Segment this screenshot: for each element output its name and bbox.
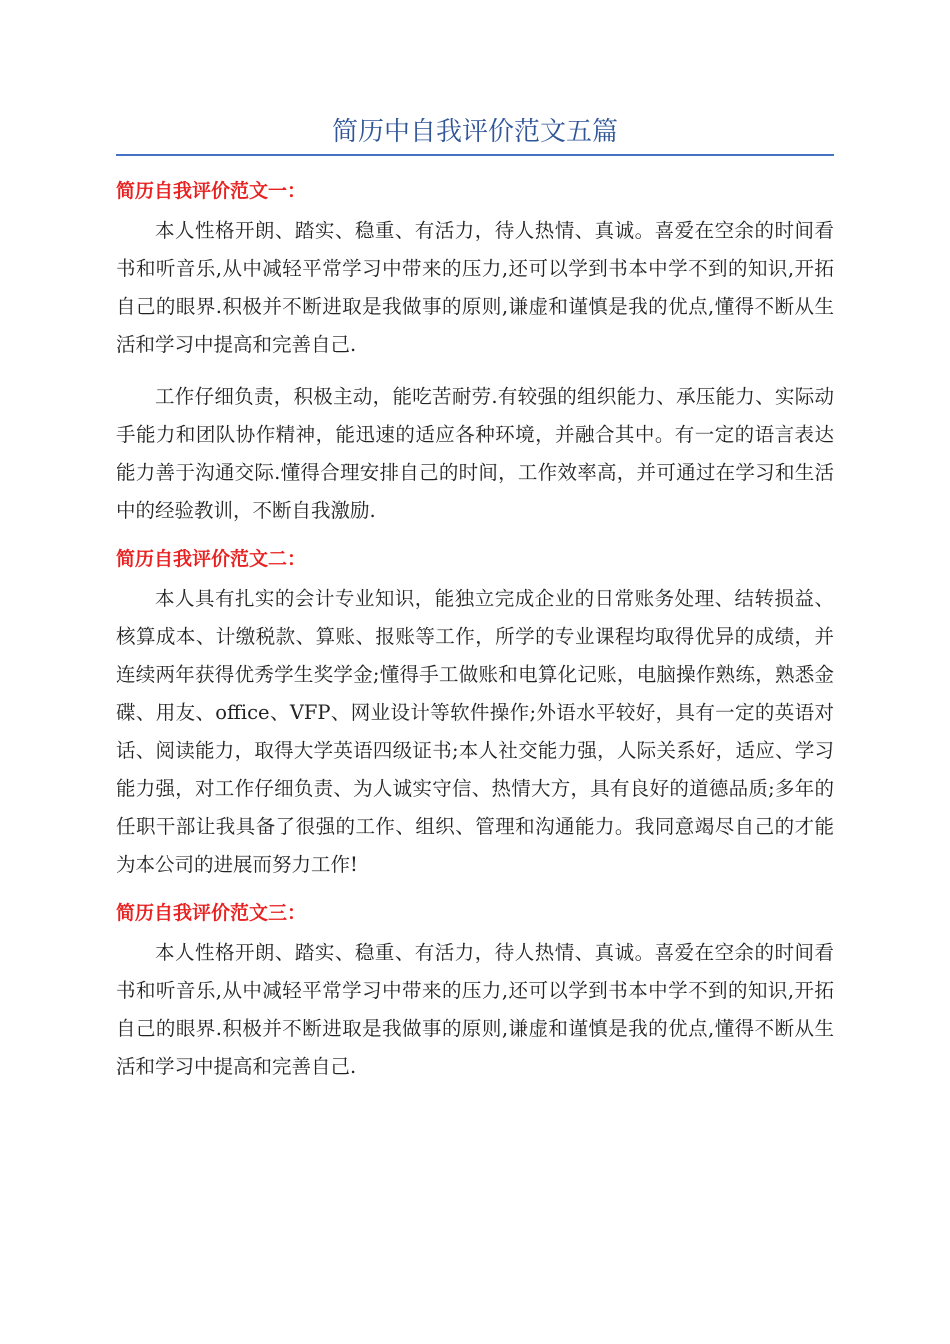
paragraph: 本人性格开朗、踏实、稳重、有活力，待人热情、真诚。喜爱在空余的时间看书和听音乐,从中减轻平常学习中带来的压力,还可以学到书本中学不到的知识,开拓自己的眼界.积极并不断进取是我做事的原则,谦虚和谨慎是我的优点,懂得不断从生活和学习中提高和完善自己. [116,941,834,1078]
title-underline [116,154,834,156]
section-1 [116,176,834,530]
paragraph: 本人具有扎实的会计专业知识，能独立完成企业的日常账务处理、结转损益、核算成本、计缴税款、算账、报账等工作，所学的专业课程均取得优异的成绩，并连续两年获得优秀学生奖学金;懂得手工做账和电算化记账，电脑操作熟练，熟悉金碟、用友、office、VFP、网业设计等软件操作;外语水平较好，具有一定的英语对话、阅读能力，取得大学英语四级证书;本人社交能力强，人际关系好，适应、学习能力强，对工作仔细负责、为人诚实守信、热情大方，具有良好的道德品质;多年的任职干部让我具备了很强的工作、组织、管理和沟通能力。我同意竭尽自己的才能为本公司的进展而努力工作! [116,587,834,876]
section-heading: 简历自我评价范文一： [116,180,307,202]
document-body [116,166,834,1100]
paragraph: 工作仔细负责，积极主动，能吃苦耐劳.有较强的组织能力、承压能力、实际动手能力和团队协作精神，能迅速的适应各种环境，并融合其中。有一定的语言表达能力善于沟通交际.懂得合理安排自己的时间，工作效率高，并可通过在学习和生活中的经验教训，不断自我激励. [116,385,834,522]
paragraph: 本人性格开朗、踏实、稳重、有活力，待人热情、真诚。喜爱在空余的时间看书和听音乐,从中减轻平常学习中带来的压力,还可以学到书本中学不到的知识,开拓自己的眼界.积极并不断进取是我做事的原则,谦虚和谨慎是我的优点,懂得不断从生活和学习中提高和完善自己. [116,219,834,356]
section-heading: 简历自我评价范文二： [116,548,307,570]
section-2 [116,544,834,884]
document-title: 简历中自我评价范文五篇 [331,117,618,147]
section-heading: 简历自我评价范文三： [116,902,307,924]
section-3 [116,898,834,1086]
